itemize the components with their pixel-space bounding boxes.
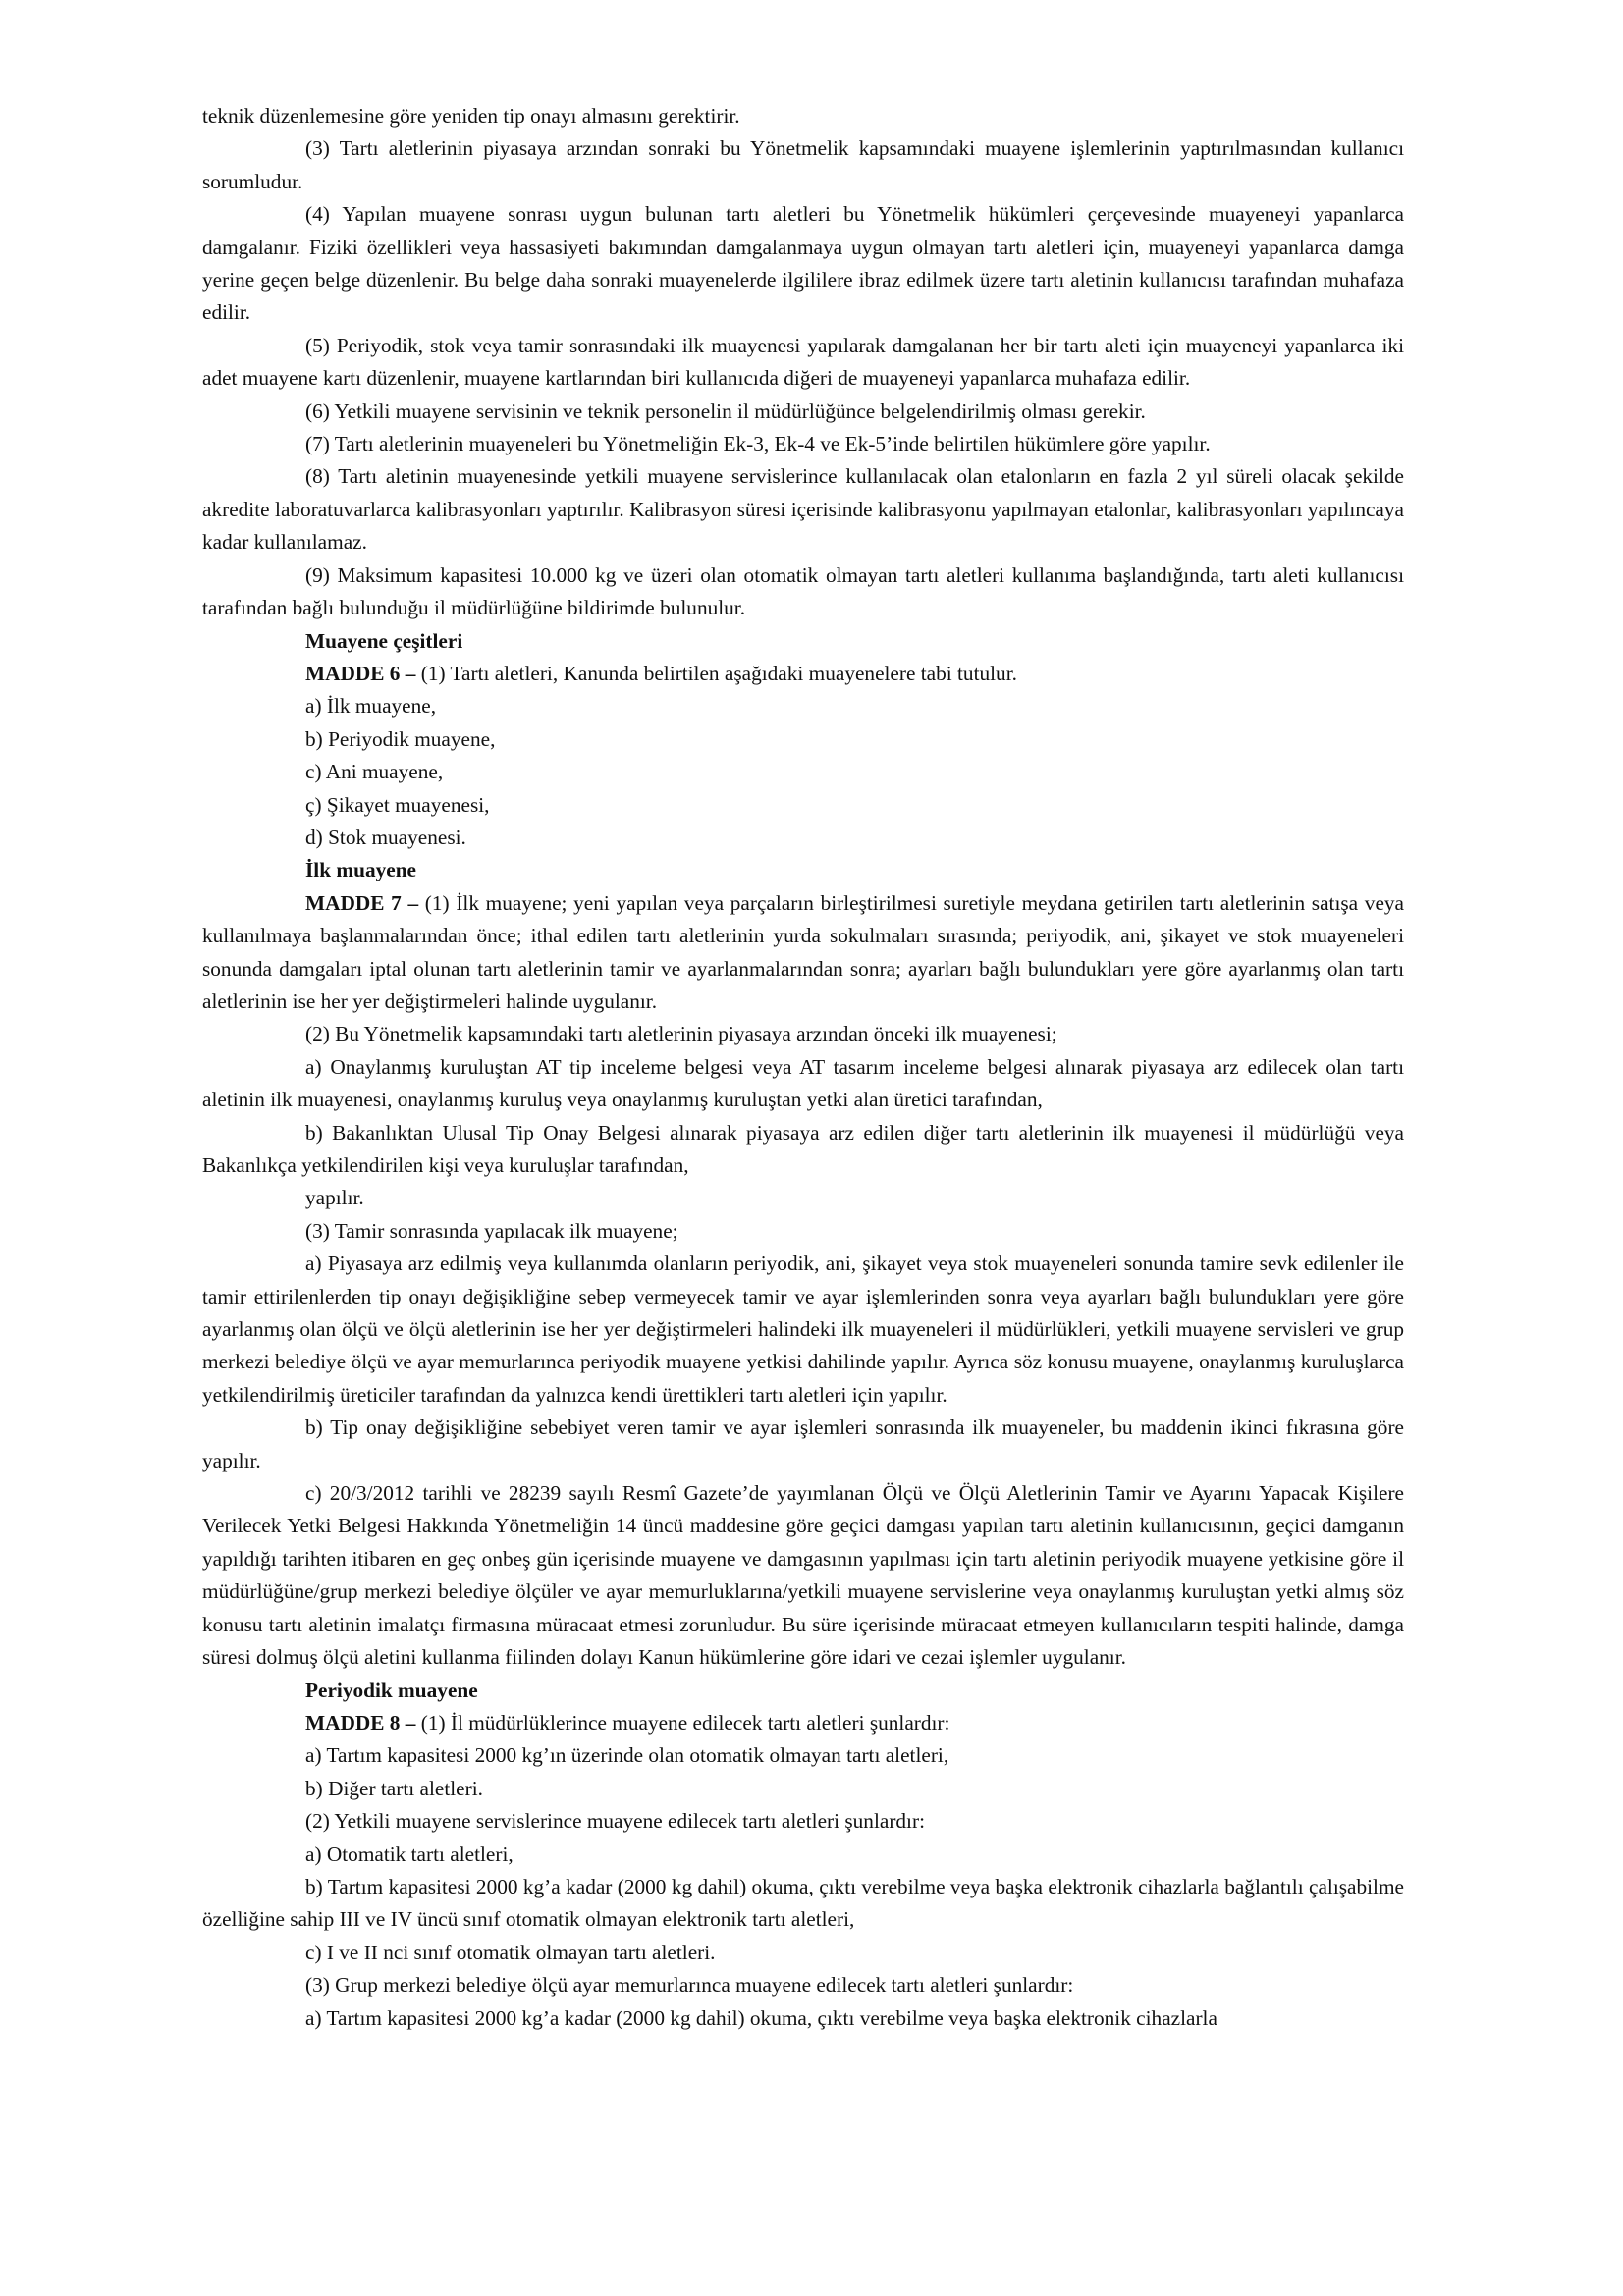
body-paragraph: (8) Tartı aletinin muayenesinde yetkili muayene servislerince kullanılacak olan etalonların en fazla 2 yıl süreli olacak şekilde akredite laboratuvarlarca kalibrasyonları yaptırılır. Kalibrasyon süresi içerisinde kalibrasyonu yapılmayan etalonlar, kalibrasyonları yapılıncaya kadar kullanılamaz. xyxy=(202,464,1404,555)
body-paragraph: b) Tip onay değişikliğine sebebiyet veren tamir ve ayar işlemleri sonrasında ilk muayeneler, bu maddenin ikinci fıkrasına göre yapılır. xyxy=(202,1415,1404,1472)
list-item: (2) Yetkili muayene servislerince muayene edilecek tartı aletleri şunlardır: xyxy=(305,1809,925,1834)
article-number: MADDE 8 – xyxy=(305,1710,416,1735)
body-paragraph: b) Bakanlıktan Ulusal Tip Onay Belgesi alınarak piyasaya arz edilen diğer tartı aletlerinin ilk muayenesi il müdürlüğü veya Bakanlıkça yetkilendirilen kişi veya kuruluşlar tarafından, xyxy=(202,1120,1404,1177)
body-paragraph: (3) Tartı aletlerinin piyasaya arzından sonraki bu Yönetmelik kapsamındaki muayene işlemlerinin yaptırılmasından kullanıcı sorumludur. xyxy=(202,136,1404,193)
article-text: (1) İl müdürlüklerince muayene edilecek tartı aletleri şunlardır: xyxy=(415,1710,950,1735)
list-item: c) I ve II nci sınıf otomatik olmayan tartı aletleri. xyxy=(305,1940,716,1964)
list-item: b) Diğer tartı aletleri. xyxy=(305,1776,483,1800)
list-item: c) Ani muayene, xyxy=(305,760,444,784)
body-paragraph: b) Tartım kapasitesi 2000 kg’a kadar (2000 kg dahil) okuma, çıktı verebilme veya başka elektronik cihazlarla bağlantılı çalışabilme özelliğine sahip III ve IV üncü sınıf otomatik olmayan elektronik tartı aletleri, xyxy=(202,1874,1404,1932)
list-item: b) Periyodik muayene, xyxy=(305,726,496,751)
body-paragraph: (5) Periyodik, stok veya tamir sonrasındaki ilk muayenesi yapılarak damgalanan her bir tartı aleti için muayeneyi yapanlarca iki adet muayene kartı düzenlenir, muayene kartlarından biri kullanıcıda diğeri de muayeneyi yapanlarca muhafaza edilir. xyxy=(202,333,1404,391)
body-paragraph: c) 20/3/2012 tarihli ve 28239 sayılı Resmî Gazete’de yayımlanan Ölçü ve Ölçü Aletlerinin Tamir ve Ayarını Yapacak Kişilere Verilecek Yetki Belgesi Hakkında Yönetmeliğin 14 üncü maddesine göre geçici damgası yapılan tartı aletinin kullanıcısının, geçici damganın yapıldığı tarihten itibaren en geç onbeş gün içerisinde muayene ve damgasının yapılması için tartı aletinin periyodik muayene yetkisine göre il müdürlüğüne/grup merkezi belediye ölçüler ve ayar memurluklarına/yetkili muayene servislerine veya onaylanmış kuruluştan yetki almış söz konusu tartı aletinin imalatçı firmasına müracaat etmesi zorunludur. Bu süre içerisinde müracaat etmeyen kullanıcıların tespiti halinde, damga süresi dolmuş ölçü aletini kullanma fiilinden dolayı Kanun hükümlerine göre idari ve cezai işlemler uygulanır. xyxy=(202,1481,1404,1670)
article-number: MADDE 6 – xyxy=(305,661,416,685)
article-number: MADDE 7 – xyxy=(305,890,419,915)
list-item: ç) Şikayet muayenesi, xyxy=(305,792,490,817)
body-paragraph: (3) Tamir sonrasında yapılacak ilk muayene; xyxy=(305,1218,678,1243)
body-paragraph: (2) Bu Yönetmelik kapsamındaki tartı aletlerinin piyasaya arzından önceki ilk muayenesi; xyxy=(305,1022,1057,1046)
section-heading: İlk muayene xyxy=(305,858,417,882)
list-item: a) Otomatik tartı aletleri, xyxy=(305,1842,514,1866)
article-text: (1) Tartı aletleri, Kanunda belirtilen aşağıdaki muayenelere tabi tutulur. xyxy=(415,661,1017,685)
article-text: (1) İlk muayene; yeni yapılan veya parçaların birleştirilmesi suretiyle meydana getirilen tartı aletlerinin satışa veya kullanılmaya başlanmalarından önce; ithal edilen tartı aletlerinin yurda sokulmaları sırasında; periyodik, ani, şikayet ve stok muayeneleri sonunda damgaları iptal olunan tartı aletlerinin tamir ve ayarlanmalarından sonra; ayarları bağlı bulundukları yere göre ayarlanmış olan tartı aletlerinin ise her yer değiştirmeleri halinde uygulanır. xyxy=(202,890,1404,1013)
list-item: a) İlk muayene, xyxy=(305,694,437,719)
list-item: d) Stok muayenesi. xyxy=(305,825,466,849)
body-paragraph: (9) Maksimum kapasitesi 10.000 kg ve üzeri olan otomatik olmayan tartı aletleri kullanıma başlandığında, tartı aleti kullanıcısı tarafından bağlı bulunduğu il müdürlüğüne bildirimde bulunulur. xyxy=(202,562,1404,620)
article-paragraph xyxy=(202,887,1404,1019)
body-paragraph: (4) Yapılan muayene sonrası uygun bulunan tartı aletleri bu Yönetmelik hükümleri çerçevesinde muayeneyi yapanlarca damgalanır. Fiziki özellikleri veya hassasiyeti bakımından damgalanmaya uygun olmayan tartı aletleri için, muayeneyi yapanlarca damga yerine geçen belge düzenlenir. Bu belge daha sonraki muayenelerde ilgililere ibraz edilmek üzere tartı aletinin kullanıcısı tarafından muhafaza edilir. xyxy=(202,202,1404,325)
list-item: (3) Grup merkezi belediye ölçü ayar memurlarınca muayene edilecek tartı aletleri şunlardır: xyxy=(305,1973,1074,1998)
list-item: a) Tartım kapasitesi 2000 kg’ın üzerinde olan otomatik olmayan tartı aletleri, xyxy=(305,1743,949,1768)
article-paragraph xyxy=(202,1707,1404,1739)
body-paragraph: a) Onaylanmış kuruluştan AT tip inceleme belgesi veya AT tasarım inceleme belgesi alınarak piyasaya arz edilecek olan tartı aletinin ilk muayenesi, onaylanmış kuruluş veya onaylanmış kuruluştan yetki alan üretici tarafından, xyxy=(202,1054,1404,1112)
section-heading: Periyodik muayene xyxy=(305,1678,478,1702)
section-heading: Muayene çeşitleri xyxy=(305,628,463,653)
document-page xyxy=(202,100,1404,2035)
article-paragraph xyxy=(202,658,1404,690)
body-paragraph: teknik düzenlemesine göre yeniden tip onayı almasını gerektirir. xyxy=(202,104,740,128)
body-paragraph: (7) Tartı aletlerinin muayeneleri bu Yönetmeliğin Ek-3, Ek-4 ve Ek-5’inde belirtilen hükümlere göre yapılır. xyxy=(305,432,1211,456)
body-paragraph: (6) Yetkili muayene servisinin ve teknik personelin il müdürlüğünce belgelendirilmiş olması gerekir. xyxy=(305,399,1146,423)
body-paragraph: a) Tartım kapasitesi 2000 kg’a kadar (2000 kg dahil) okuma, çıktı verebilme veya başka elektronik cihazlarla xyxy=(305,2005,1217,2030)
body-paragraph: a) Piyasaya arz edilmiş veya kullanımda olanların periyodik, ani, şikayet veya stok muayeneleri sonunda tamire sevk edilenler ile tamir ettirilenlerden tip onayı değişikliğine sebep vermeyecek tamir ve ayar işlemlerinden sonra veya ayarları bağlı bulundukları yere göre ayarlanmış olan ölçü ve ölçü aletlerinin ise her yer değiştirmeleri halindeki ilk muayeneleri il müdürlükleri, yetkili muayene servisleri ve grup merkezi belediye ölçü ve ayar memurlarınca periyodik muayene yetkisi dahilinde yapılır. Ayrıca söz konusu muayene, onaylanmış kuruluşlarca yetkilendirilmiş üreticiler tarafından da yalnızca kendi ürettikleri tartı aletleri için yapılır. xyxy=(202,1252,1404,1407)
list-item: yapılır. xyxy=(305,1186,364,1210)
